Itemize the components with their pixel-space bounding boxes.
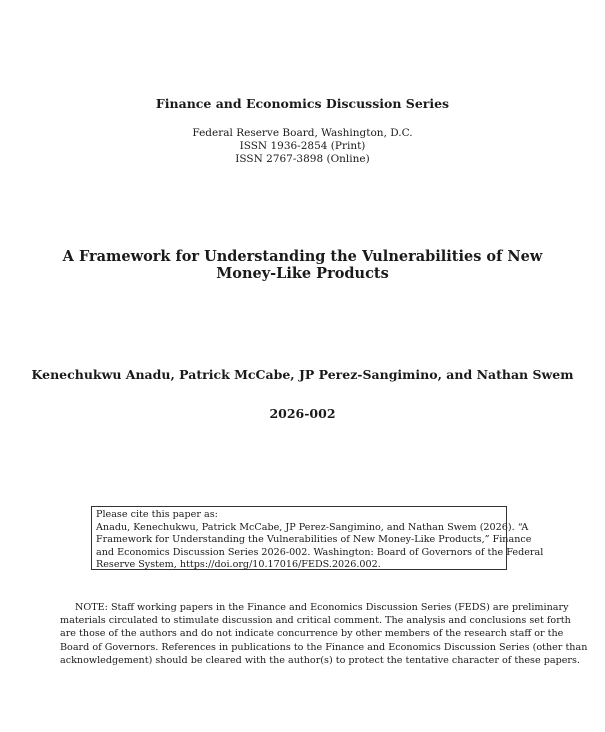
citation-doi-line: Reserve System, https://doi.org/10.17016/FEDS.2026.002. <box>96 559 381 571</box>
citation-intro: Please cite this paper as: <box>96 509 218 520</box>
authors: Kenechukwu Anadu, Patrick McCabe, JP Perez-Sangimino, and Nathan Swem <box>31 367 574 382</box>
citation-line: Anadu, Kenechukwu, Patrick McCabe, JP Perez-Sangimino, and Nathan Swem (2026). “A <box>96 521 529 533</box>
paper-title <box>60 248 545 282</box>
citation-line: Framework for Understanding the Vulnerabilities of New Money-Like Products,” Finance <box>96 534 532 546</box>
disclaimer-note <box>60 601 588 667</box>
publisher-location: Federal Reserve Board, Washington, D.C. <box>192 127 413 139</box>
note-line: are those of the authors and do not indicate concurrence by other members of the research staff or the <box>60 628 564 640</box>
issn-print: ISSN 1936-2854 (Print) <box>239 140 366 152</box>
note-line: Board of Governors. References in publications to the Finance and Economics Discussion Series (other than <box>60 641 588 653</box>
paper-title-line-2: Money-Like Products <box>216 265 389 282</box>
paper-title-line-1: A Framework for Understanding the Vulnerabilities of New <box>62 248 543 265</box>
series-title: Finance and Economics Discussion Series <box>155 96 450 111</box>
note-line: acknowledgement) should be cleared with the author(s) to protect the tentative character of these papers. <box>60 654 580 666</box>
publisher-block <box>0 127 605 166</box>
citation-line: and Economics Discussion Series 2026-002. Washington: Board of Governors of the Federal <box>96 546 544 558</box>
paper-number: 2026-002 <box>269 406 336 421</box>
citation-box <box>91 506 544 571</box>
note-line: materials circulated to stimulate discussion and critical comment. The analysis and conclusions set forth <box>60 615 571 627</box>
issn-online: ISSN 2767-3898 (Online) <box>235 153 370 165</box>
note-line: NOTE: Staff working papers in the Finance and Economics Discussion Series (FEDS) are preliminary <box>75 602 569 613</box>
